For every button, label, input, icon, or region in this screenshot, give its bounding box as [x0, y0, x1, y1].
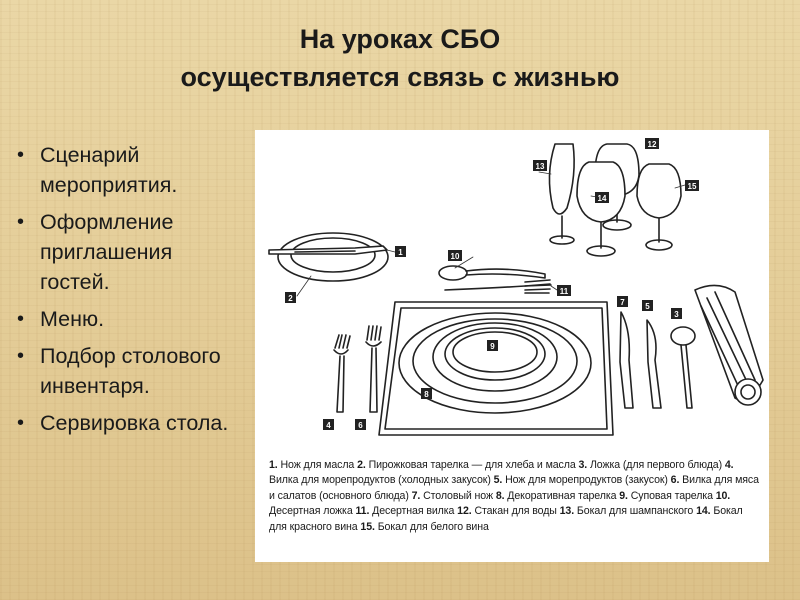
marker-13 — [533, 160, 547, 171]
legend-text: Нож для морепродуктов (закусок) — [505, 474, 668, 487]
napkin-icon — [695, 285, 763, 405]
bullet-item — [14, 341, 244, 401]
table-setting-illustration — [255, 130, 769, 455]
legend-number: 5. — [493, 474, 503, 487]
marker-11 — [557, 285, 571, 296]
slide-title-line-1: На уроках СБО — [299, 24, 501, 54]
slide-title-line-2: осуществляется связь с жизнью — [180, 62, 620, 92]
legend-text: Декоративная тарелка — [507, 489, 617, 502]
legend-number: 13. — [559, 505, 575, 518]
svg-text:5: 5 — [645, 302, 650, 311]
marker-12 — [645, 138, 659, 149]
marker-14 — [595, 192, 609, 203]
svg-text:11: 11 — [559, 287, 569, 296]
legend-number: 10. — [715, 489, 731, 502]
svg-text:8: 8 — [424, 390, 429, 399]
seafood-fork-icon — [334, 335, 350, 412]
legend-number: 14. — [696, 505, 711, 518]
legend-text: Нож для масла — [280, 459, 355, 471]
legend-text: Бокал для белого вина — [377, 520, 489, 533]
legend-number: 7. — [411, 489, 421, 502]
svg-text:10: 10 — [450, 252, 460, 261]
marker-3 — [671, 308, 682, 319]
table-setting-figure — [255, 130, 769, 562]
main-course-fork-icon — [366, 326, 381, 412]
legend-number: 6. — [670, 474, 680, 487]
svg-text:15: 15 — [687, 182, 697, 191]
bullet-dot-icon: • — [17, 308, 25, 330]
legend-number: 15. — [360, 520, 375, 533]
bullet-item — [14, 207, 244, 297]
svg-text:9: 9 — [490, 342, 495, 351]
white-wine-glass-icon — [637, 164, 681, 250]
bullet-item — [14, 408, 244, 438]
legend-text: Стакан для воды — [474, 505, 557, 518]
red-wine-glass-icon — [577, 162, 625, 256]
svg-text:4: 4 — [326, 421, 331, 430]
seafood-knife-icon — [647, 320, 661, 408]
bullet-list — [14, 140, 244, 445]
legend-text: Вилка для мяса и салатов (основного блюда) — [269, 474, 759, 502]
legend-text: Ложка (для первого блюда) — [589, 459, 722, 471]
marker-10 — [448, 250, 462, 261]
marker-7 — [617, 296, 628, 307]
svg-text:2: 2 — [288, 294, 293, 303]
legend-text: Вилка для морепродуктов (холодных закусок) — [269, 474, 491, 487]
dinner-knife-icon — [620, 312, 633, 408]
bullet-item — [14, 140, 244, 200]
legend-number: 1. — [269, 459, 278, 471]
slide-title — [0, 20, 800, 96]
legend-text: Пирожковая тарелка — для хлеба и масла — [368, 459, 576, 471]
bullet-dot-icon: • — [17, 144, 25, 166]
bullet-text: Сценарий мероприятия. — [40, 143, 178, 197]
svg-text:1: 1 — [398, 248, 403, 257]
legend-text: Десертная вилка — [372, 505, 455, 518]
svg-text:3: 3 — [674, 310, 679, 319]
bullet-item — [14, 304, 244, 334]
marker-2 — [285, 292, 296, 303]
marker-5 — [642, 300, 653, 311]
marker-9 — [487, 340, 498, 351]
bullet-dot-icon: • — [17, 345, 25, 367]
svg-text:13: 13 — [535, 162, 545, 171]
bullet-text: Меню. — [40, 307, 105, 331]
legend-text: Суповая тарелка — [630, 489, 713, 502]
legend-number: 9. — [619, 489, 628, 502]
soup-spoon-icon — [671, 327, 695, 408]
marker-15 — [685, 180, 699, 191]
bread-plate-icon — [278, 233, 388, 281]
svg-text:14: 14 — [597, 194, 607, 203]
legend-number: 3. — [578, 459, 588, 471]
champagne-glass-icon — [549, 144, 574, 244]
legend-text: Столовый нож — [423, 489, 493, 502]
svg-text:7: 7 — [620, 298, 625, 307]
legend-number: 4. — [724, 459, 734, 471]
svg-text:12: 12 — [647, 140, 657, 149]
marker-1 — [395, 246, 406, 257]
legend-number: 12. — [457, 505, 472, 518]
dessert-fork-icon — [445, 280, 551, 293]
legend-number: 11. — [355, 505, 370, 518]
bullet-text: Подбор столового инвентаря. — [40, 344, 221, 398]
bullet-text: Сервировка стола. — [40, 411, 229, 435]
bullet-dot-icon: • — [17, 412, 25, 434]
marker-4 — [323, 419, 334, 430]
bullet-text: Оформление приглашения гостей. — [40, 210, 174, 294]
legend-text: Бокал для шампанского — [576, 505, 694, 518]
marker-8 — [421, 388, 432, 399]
marker-6 — [355, 419, 366, 430]
bullet-dot-icon: • — [17, 211, 25, 233]
figure-legend — [269, 458, 763, 535]
legend-number: 8. — [495, 489, 505, 502]
legend-text: Десертная ложка — [269, 505, 353, 518]
svg-text:6: 6 — [358, 421, 363, 430]
legend-number: 2. — [357, 459, 366, 471]
legend-text: Бокал для красного вина — [269, 505, 743, 533]
